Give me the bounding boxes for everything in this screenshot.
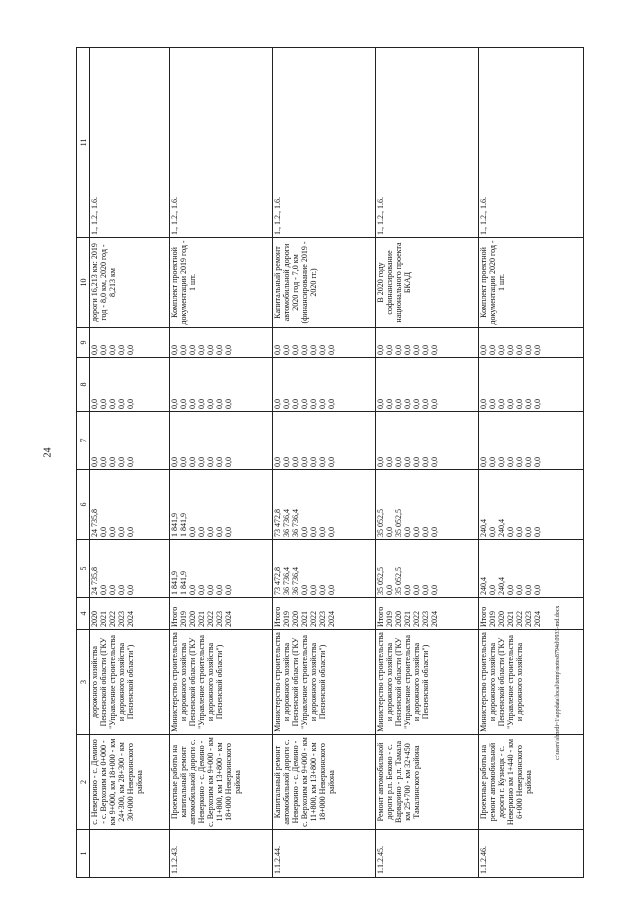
row-col8-value: 0,0 [170, 399, 180, 409]
row-col5-value: 36 736,4 [291, 567, 301, 595]
row-col6 [90, 470, 170, 540]
row-col7 [170, 412, 273, 470]
row-col5-value: 0,0 [318, 585, 328, 595]
row-years [376, 598, 479, 630]
row-result: Комплект проектной документации 2019 год - 1 шт. [170, 238, 273, 328]
row-years-value: 2023 [523, 611, 533, 627]
row-name: Капитальный ремонт автомобильной дороги с. Неверкино - с. Демино - с. Верхозим км 9+000 - км 11+800, км 13+800 - км 18+000 Неверкинского района [273, 735, 376, 830]
row-executor: дорожного хозяйства Пензенской области (ГКУ "Управление строительства и дорожного хозяйства Пензенской области") [90, 630, 170, 735]
row-col6-value: 35 052,5 [394, 509, 404, 537]
row-col9-value: 0,0 [376, 345, 386, 355]
row-col6-value: 0,0 [309, 527, 319, 537]
row-col7-value: 0,0 [206, 457, 216, 467]
row-col8 [273, 358, 376, 412]
row-col5-value: 73 472,8 [273, 567, 283, 595]
row-col5-value: 0,0 [430, 585, 440, 595]
row-col5-value: 0,0 [224, 585, 234, 595]
row-ref: 1., 1.2., 1.6. [90, 48, 170, 238]
row-col9-value: 0,0 [505, 345, 515, 355]
row-col7-value: 0,0 [430, 457, 440, 467]
header-col-3: 3 [77, 630, 90, 735]
row-col5-value: 0,0 [126, 585, 135, 595]
row-years-value: 2024 [532, 611, 542, 627]
row-col9-value: 0,0 [327, 345, 337, 355]
row-id [90, 830, 170, 878]
program-table-rotated [76, 48, 584, 878]
row-col8-value: 0,0 [421, 399, 431, 409]
row-years [273, 598, 376, 630]
row-years-value: Итого [478, 606, 488, 627]
row-col6 [273, 470, 376, 540]
row-col6-value: 0,0 [108, 527, 117, 537]
row-col7-value: 0,0 [376, 457, 386, 467]
table-body [90, 48, 584, 878]
row-col7-value: 0,0 [394, 457, 404, 467]
row-col7-value: 0,0 [514, 457, 524, 467]
row-col8-value: 0,0 [523, 399, 533, 409]
row-col7-value: 0,0 [90, 457, 99, 467]
row-col5-value: 0,0 [300, 585, 310, 595]
row-col8-value: 0,0 [532, 399, 542, 409]
row-col9-value: 0,0 [215, 345, 225, 355]
row-col8-value: 0,0 [197, 399, 207, 409]
row-ref: 1., 1.2., 1.6. [170, 48, 273, 238]
row-id: 1.1.2.43. [170, 830, 273, 878]
row-years-value: 2020 [90, 611, 99, 627]
row-years-value: 2021 [300, 611, 310, 627]
row-col6-value: 36 736,4 [291, 509, 301, 537]
row-col7-value: 0,0 [309, 457, 319, 467]
row-col7-value: 0,0 [496, 457, 506, 467]
row-col8-value: 0,0 [505, 399, 515, 409]
row-col8-value: 0,0 [478, 399, 488, 409]
row-col5 [90, 540, 170, 598]
row-col9-value: 0,0 [487, 345, 497, 355]
row-col8-value: 0,0 [99, 399, 108, 409]
row-name: с. Неверкино - с. Демино - с. Верхозим км 0+000 - км 9+000, км 18+000 - км 24+300, км 28+300 - км 30+000 Неверкинского района [90, 735, 170, 830]
header-col-9: 9 [77, 328, 90, 358]
row-col6-value: 0,0 [117, 527, 126, 537]
row-col9 [90, 328, 170, 358]
row-col9-value: 0,0 [421, 345, 431, 355]
row-col5-value: 0,0 [385, 585, 395, 595]
row-col9 [376, 328, 479, 358]
row-col5-value: 0,0 [117, 585, 126, 595]
row-years-value: 2024 [126, 611, 135, 627]
row-years-value: Итого [170, 606, 180, 627]
row-years-value: 2021 [403, 611, 413, 627]
row-col5-value: 1 841,9 [179, 571, 189, 595]
row-col6-value: 0,0 [99, 527, 108, 537]
row-col7 [90, 412, 170, 470]
row-id: 1.1.2.46. [478, 830, 583, 878]
row-col9-value: 0,0 [99, 345, 108, 355]
row-col6-value: 240,4 [478, 519, 488, 537]
header-col-11: 11 [77, 48, 90, 238]
header-col-7: 7 [77, 412, 90, 470]
row-col8-value: 0,0 [108, 399, 117, 409]
row-col7-value: 0,0 [273, 457, 283, 467]
row-col8-value: 0,0 [412, 399, 422, 409]
row-col7-value: 0,0 [224, 457, 234, 467]
row-col5-value: 1 841,9 [170, 571, 180, 595]
row-col9-value: 0,0 [514, 345, 524, 355]
row-col7-value: 0,0 [487, 457, 497, 467]
row-years-value: 2022 [108, 611, 117, 627]
row-col7-value: 0,0 [412, 457, 422, 467]
row-years-value: 2023 [421, 611, 431, 627]
header-col-4: 4 [77, 598, 90, 630]
row-name: Ремонт автомобильной дороги р.п. Беково - с. Варварино - р.п. Тамала км 25+700 - км 32+450 Тамалинского района [376, 735, 479, 830]
row-result: дороги 16,213 км: 2019 год - 8,0 км, 2020 год - 8,213 км [90, 238, 170, 328]
row-col9-value: 0,0 [523, 345, 533, 355]
row-col9-value: 0,0 [126, 345, 135, 355]
row-col9-value: 0,0 [430, 345, 440, 355]
row-years [170, 598, 273, 630]
row-col8-value: 0,0 [90, 399, 99, 409]
row-col7-value: 0,0 [505, 457, 515, 467]
row-col7-value: 0,0 [300, 457, 310, 467]
row-col8-value: 0,0 [291, 399, 301, 409]
row-col5-value: 0,0 [421, 585, 431, 595]
row-col6-value: 0,0 [300, 527, 310, 537]
row-col6-value: 0,0 [126, 527, 135, 537]
row-col5-value: 0,0 [412, 585, 422, 595]
row-col9-value: 0,0 [179, 345, 189, 355]
row-result: Капитальный ремонт автомобильной дороги 2020 год - 7,0 км (финансирование 2019 - 2020 гг.) [273, 238, 376, 328]
row-name: Проектные работы на ремонт автомобильной дороги г. Кузнецк - с. Неверкино км 1+440 - км 6+000 Неверкинского района [478, 735, 583, 830]
row-col7-value: 0,0 [385, 457, 395, 467]
row-years-value: 2019 [179, 611, 189, 627]
row-col9-value: 0,0 [188, 345, 198, 355]
row-col7-value: 0,0 [215, 457, 225, 467]
row-col6-value: 0,0 [215, 527, 225, 537]
row-col6-value: 73 472,8 [273, 509, 283, 537]
row-ref: 1., 1.2., 1.6. [478, 48, 583, 238]
row-col7 [273, 412, 376, 470]
row-years-value: Итого [273, 606, 283, 627]
row-col7-value: 0,0 [170, 457, 180, 467]
row-years-value: 2024 [430, 611, 440, 627]
row-col6-value: 36 736,4 [282, 509, 292, 537]
row-col6-value: 0,0 [487, 527, 497, 537]
row-col9 [273, 328, 376, 358]
row-col9-value: 0,0 [170, 345, 180, 355]
table-row [273, 48, 376, 878]
row-col6-value: 0,0 [505, 527, 515, 537]
row-years-value: 2022 [206, 611, 216, 627]
row-col7 [478, 412, 583, 470]
row-col6-value: 240,4 [496, 519, 506, 537]
row-col7-value: 0,0 [117, 457, 126, 467]
row-col6-value: 0,0 [318, 527, 328, 537]
row-col7 [376, 412, 479, 470]
header-row [77, 48, 90, 878]
row-years-value: 2021 [99, 611, 108, 627]
footer-file-path: c:\users\sbordi~1\appdata\local\temp\notes8794d\0933-md.docx [555, 605, 561, 760]
row-years-value: 2021 [505, 611, 515, 627]
row-col8-value: 0,0 [117, 399, 126, 409]
row-col9-value: 0,0 [197, 345, 207, 355]
row-col6-value: 0,0 [532, 527, 542, 537]
row-col9 [478, 328, 583, 358]
row-col6-value: 0,0 [421, 527, 431, 537]
row-col6-value: 0,0 [197, 527, 207, 537]
row-years-value: 2020 [291, 611, 301, 627]
row-col8-value: 0,0 [300, 399, 310, 409]
row-col8-value: 0,0 [403, 399, 413, 409]
row-years-value: 2023 [318, 611, 328, 627]
row-col8-value: 0,0 [376, 399, 386, 409]
row-col5-value: 0,0 [309, 585, 319, 595]
row-years-value: 2020 [496, 611, 506, 627]
row-col8 [170, 358, 273, 412]
row-col6-value: 35 052,5 [376, 509, 386, 537]
row-executor: Министерство строительства и дорожного хозяйства Пензенской области (ГКУ "Управление строительства и дорожного хозяйства Пензенской области") [170, 630, 273, 735]
header-col-6: 6 [77, 470, 90, 540]
row-col7-value: 0,0 [282, 457, 292, 467]
row-col8-value: 0,0 [188, 399, 198, 409]
row-years-value: 2019 [487, 611, 497, 627]
row-col9-value: 0,0 [90, 345, 99, 355]
row-col5-value: 240,4 [478, 577, 488, 595]
row-col6-value: 0,0 [327, 527, 337, 537]
row-years [90, 598, 170, 630]
row-col6-value: 1 841,9 [179, 513, 189, 537]
row-col9-value: 0,0 [300, 345, 310, 355]
row-col8-value: 0,0 [224, 399, 234, 409]
row-col8-value: 0,0 [206, 399, 216, 409]
row-col6-value: 24 735,8 [90, 509, 99, 537]
row-col5-value: 0,0 [99, 585, 108, 595]
row-col5 [478, 540, 583, 598]
row-col5-value: 0,0 [532, 585, 542, 595]
row-result: Комплект проектной документации 2020 год - 1 шт. [478, 238, 583, 328]
row-col6-value: 0,0 [385, 527, 395, 537]
row-col5 [376, 540, 479, 598]
row-col9-value: 0,0 [273, 345, 283, 355]
header-col-2: 2 [77, 735, 90, 830]
row-years-value: 2020 [188, 611, 198, 627]
row-col5-value: 0,0 [215, 585, 225, 595]
row-col6-value: 0,0 [514, 527, 524, 537]
row-col6 [170, 470, 273, 540]
row-col6-value: 0,0 [224, 527, 234, 537]
table-row [90, 48, 170, 878]
row-col5-value: 240,4 [496, 577, 506, 595]
row-years-value: 2021 [197, 611, 207, 627]
table-row [478, 48, 583, 878]
row-col5-value: 0,0 [197, 585, 207, 595]
row-col7-value: 0,0 [403, 457, 413, 467]
row-col8 [90, 358, 170, 412]
header-col-5: 5 [77, 540, 90, 598]
row-col5-value: 0,0 [327, 585, 337, 595]
row-col6 [376, 470, 479, 540]
row-col9-value: 0,0 [224, 345, 234, 355]
row-col9-value: 0,0 [394, 345, 404, 355]
row-col7-value: 0,0 [291, 457, 301, 467]
row-col7-value: 0,0 [126, 457, 135, 467]
row-col7-value: 0,0 [523, 457, 533, 467]
row-col8-value: 0,0 [126, 399, 135, 409]
row-years-value: 2023 [117, 611, 126, 627]
row-years-value: 2023 [215, 611, 225, 627]
row-col8-value: 0,0 [282, 399, 292, 409]
row-col7-value: 0,0 [188, 457, 198, 467]
row-col7-value: 0,0 [179, 457, 189, 467]
row-col8-value: 0,0 [179, 399, 189, 409]
row-name: Проектные работы на капитальный ремонт автомобильной дороги с. Неверкино - с. Демино - с. Верхозим км 9+000 - км 11+800, км 13+800 - км 18+000 Неверкинского района [170, 735, 273, 830]
row-years-value: 2022 [412, 611, 422, 627]
row-col8-value: 0,0 [430, 399, 440, 409]
row-col9-value: 0,0 [108, 345, 117, 355]
row-col7-value: 0,0 [197, 457, 207, 467]
row-col6-value: 0,0 [430, 527, 440, 537]
row-col8-value: 0,0 [318, 399, 328, 409]
row-col5-value: 36 736,4 [282, 567, 292, 595]
row-executor: Министерство строительства и дорожного хозяйства Пензенской области (ГКУ "Управление строительства и дорожного хозяйства [478, 630, 583, 735]
header-col-10: 10 [77, 238, 90, 328]
row-col5-value: 35 052,5 [376, 567, 386, 595]
row-col7-value: 0,0 [421, 457, 431, 467]
row-id: 1.1.2.44. [273, 830, 376, 878]
row-col8-value: 0,0 [394, 399, 404, 409]
row-col9-value: 0,0 [385, 345, 395, 355]
row-col7-value: 0,0 [318, 457, 328, 467]
row-col6-value: 1 841,9 [170, 513, 180, 537]
page-number: 24 [42, 447, 54, 458]
row-col9-value: 0,0 [291, 345, 301, 355]
row-col7-value: 0,0 [108, 457, 117, 467]
row-col6-value: 0,0 [523, 527, 533, 537]
row-years-value: 2019 [385, 611, 395, 627]
row-col9-value: 0,0 [282, 345, 292, 355]
row-col8-value: 0,0 [309, 399, 319, 409]
row-result: В 2020 году софинансирование национального проекта БКАД [376, 238, 479, 328]
row-col5-value: 0,0 [403, 585, 413, 595]
row-col5-value: 24 735,8 [90, 567, 99, 595]
row-years-value: 2024 [327, 611, 337, 627]
row-col7-value: 0,0 [532, 457, 542, 467]
table-row [376, 48, 479, 878]
row-col7-value: 0,0 [327, 457, 337, 467]
row-col5 [273, 540, 376, 598]
row-col9-value: 0,0 [496, 345, 506, 355]
row-col7-value: 0,0 [99, 457, 108, 467]
row-col5-value: 0,0 [188, 585, 198, 595]
row-col8-value: 0,0 [273, 399, 283, 409]
row-col9-value: 0,0 [478, 345, 488, 355]
row-col7-value: 0,0 [478, 457, 488, 467]
row-col9-value: 0,0 [206, 345, 216, 355]
row-col9-value: 0,0 [412, 345, 422, 355]
row-col8-value: 0,0 [514, 399, 524, 409]
row-id: 1.1.2.45. [376, 830, 479, 878]
row-years-value: 2022 [309, 611, 319, 627]
row-col9-value: 0,0 [532, 345, 542, 355]
row-col5 [170, 540, 273, 598]
row-col8 [478, 358, 583, 412]
row-col6-value: 0,0 [403, 527, 413, 537]
row-col8-value: 0,0 [215, 399, 225, 409]
row-col9 [170, 328, 273, 358]
row-col9-value: 0,0 [117, 345, 126, 355]
row-years [478, 598, 583, 630]
row-col9-value: 0,0 [403, 345, 413, 355]
row-col6 [478, 470, 583, 540]
row-years-value: 2024 [224, 611, 234, 627]
row-col5-value: 0,0 [487, 585, 497, 595]
row-col8-value: 0,0 [496, 399, 506, 409]
row-ref: 1., 1.2., 1.6. [376, 48, 479, 238]
row-col5-value: 0,0 [108, 585, 117, 595]
row-col8 [376, 358, 479, 412]
row-ref: 1., 1.2., 1.6. [273, 48, 376, 238]
row-years-value: 2019 [282, 611, 292, 627]
row-col8-value: 0,0 [385, 399, 395, 409]
row-col5-value: 35 052,5 [394, 567, 404, 595]
row-executor: Министерство строительства и дорожного хозяйства Пензенской области (ГКУ "Управление строительства и дорожного хозяйства Пензенской области") [376, 630, 479, 735]
row-years-value: 2022 [514, 611, 524, 627]
row-col8-value: 0,0 [327, 399, 337, 409]
table-row [170, 48, 273, 878]
row-col6-value: 0,0 [188, 527, 198, 537]
row-years-value: Итого [376, 606, 386, 627]
header-col-8: 8 [77, 358, 90, 412]
row-executor: Министерство строительства и дорожного хозяйства Пензенской области (ГКУ "Управление строительства и дорожного хозяйства Пензенской области") [273, 630, 376, 735]
program-table [76, 47, 584, 878]
row-col5-value: 0,0 [505, 585, 515, 595]
row-col5-value: 0,0 [514, 585, 524, 595]
row-col6-value: 0,0 [412, 527, 422, 537]
header-col-1: 1 [77, 830, 90, 878]
row-col9-value: 0,0 [318, 345, 328, 355]
row-col5-value: 0,0 [523, 585, 533, 595]
row-years-value: 2020 [394, 611, 404, 627]
row-col9-value: 0,0 [309, 345, 319, 355]
row-col8-value: 0,0 [487, 399, 497, 409]
row-col5-value: 0,0 [206, 585, 216, 595]
row-col6-value: 0,0 [206, 527, 216, 537]
